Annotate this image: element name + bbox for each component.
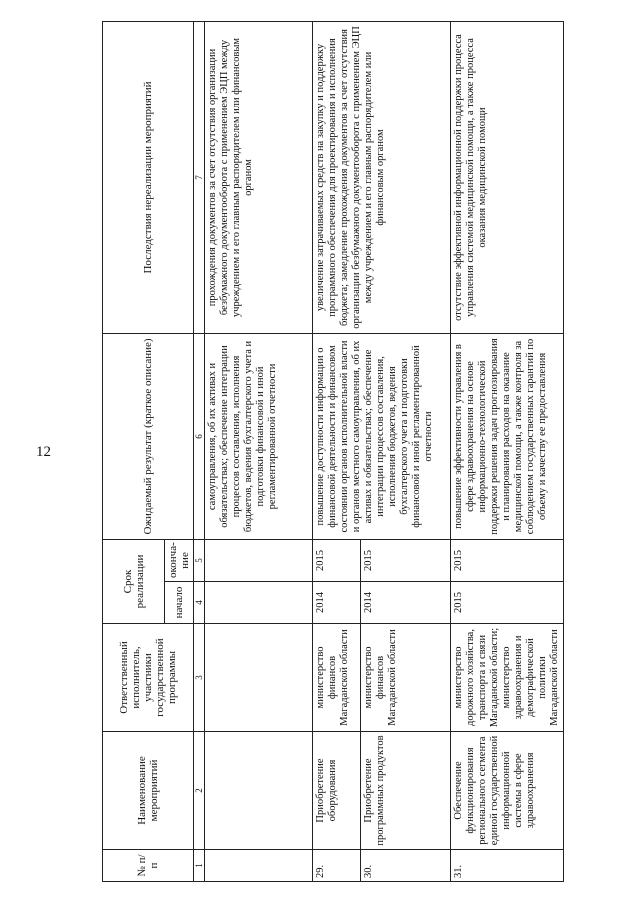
column-number: 6 [194,333,205,539]
row-end: 2015 [313,539,361,581]
page-number: 12 [36,444,51,460]
row-result: повышение эффективности управления в сфере здравоохранения на основе информационно-технологической поддержки решения задач прогнозирования и планирования расходов на оказание медицинской помощи, а также контроля за соблюдением государственных гарантий по объему и качеству ее предоставления [451,333,564,539]
row-start: 2014 [361,582,451,624]
table-row [205,21,313,881]
row-end [205,539,313,581]
row-end: 2015 [361,539,451,581]
row-executor: министерство финансов Магаданской области [313,624,361,732]
row-name [205,732,313,850]
row-consequence: увеличение затрачиваемых средств на закупку и поддержку программного обеспечения для проектирования и исполнения бюджета; замедление прохождения документов за счет отсутствия организации безбумажного документооборота с применением ЭЦП между учреждением и его главным распорядителем или финансовым органом [313,21,451,333]
rotated-table-sheet [102,22,562,882]
row-executor: министерство финансов Магаданской области [361,624,451,732]
column-number: 1 [194,850,205,882]
row-start: 2015 [451,582,564,624]
header-start: начало [165,582,194,624]
row-executor: министерство дорожного хозяйства, транспорта и связи Магаданской области; министерство здравоохранения и демографической политики Магаданской области [451,624,564,732]
row-consequence: отсутствие эффективной информационной поддержки процесса управления системой медицинской помощи, а также процесса оказания медицинской помощи [451,21,564,333]
row-name: Приобретение программных продуктов [361,732,451,850]
row-start [205,582,313,624]
table-row [313,21,361,881]
row-result: повышение доступности информации о финансовой деятельности и финансовом состоянии органов исполнительной власти и органов местного самоуправления, об их активах и обязательствах; обеспечение интеграции процессов составления, исполнения бюджетов, ведения бухгалтерского учета и подготовки финансовой и иной регламентированной отчетности [313,333,451,539]
row-num: 29. [313,850,361,882]
row-result: самоуправления, об их активах и обязательствах; обеспечение интеграции процессов составления, исполнения бюджетов, ведения бухгалтерского учета и подготовки финансовой и иной регламентированной отчетности [205,333,313,539]
header-row [103,21,165,881]
row-start: 2014 [313,582,361,624]
header-term: Срок реализации [103,539,165,623]
column-number: 5 [194,539,205,581]
column-number: 3 [194,624,205,732]
measures-table [102,21,564,882]
table-row [451,21,564,881]
row-executor [205,624,313,732]
header-num: № п/п [103,850,194,882]
column-number-row [194,21,205,881]
header-result: Ожидаемый результат (краткое описание) [103,333,194,539]
row-num: 31. [451,850,564,882]
header-end: оконча-ние [165,539,194,581]
row-num: 30. [361,850,451,882]
row-num [205,850,313,882]
header-name: Наименование мероприятий [103,732,194,850]
column-number: 7 [194,21,205,333]
row-consequence: прохождения документов за счет отсутствия организации безбумажного документооборота с применением ЭЦП между учреждением и его главным распорядителем или финансовым органом [205,21,313,333]
column-number: 4 [194,582,205,624]
header-consequence: Последствия нереализации мероприятий [103,21,194,333]
row-name: Обеспечение функционирования регионального сегмента единой государственной информационной системы в сфере здравоохранения [451,732,564,850]
row-name: Приобретение оборудования [313,732,361,850]
row-end: 2015 [451,539,564,581]
column-number: 2 [194,732,205,850]
header-executor: Ответственный исполнитель, участники государственной программы [103,624,194,732]
